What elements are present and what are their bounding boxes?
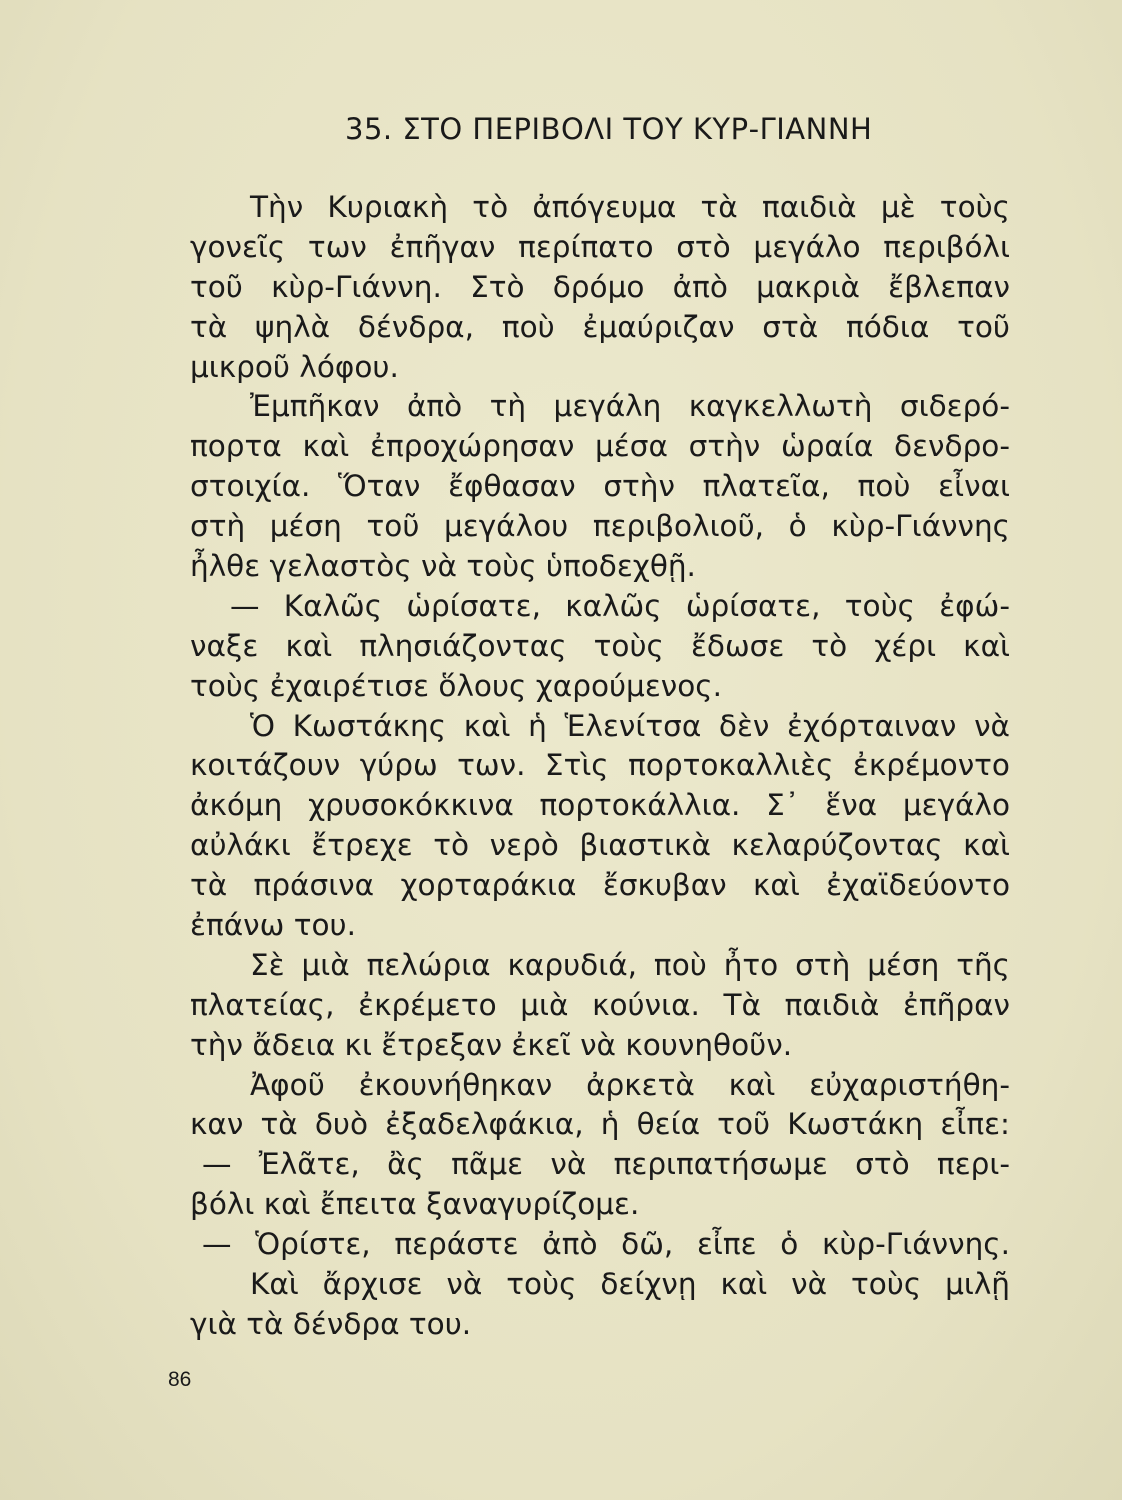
chapter-title: 35. ΣΤΟ ΠΕΡΙΒΟΛΙ ΤΟΥ ΚΥΡ-ΓΙΑΝΝΗ [345, 112, 873, 146]
text-line: Ἀφοῦ ἐκουνήθηκαν ἀρκετὰ καὶ εὐχαριστήθη- [250, 1067, 1010, 1102]
text-line: στοιχία. Ὅταν ἔφθασαν στὴν πλατεῖα, ποὺ εἶναι [190, 469, 1010, 504]
text-line: Καὶ ἄρχισε νὰ τοὺς δείχνῃ καὶ νὰ τοὺς μιλῇ [250, 1267, 1010, 1302]
text-line: ἦλθε γελαστὸς νὰ τοὺς ὑποδεχθῇ. [190, 549, 696, 584]
text-line: Σὲ μιὰ πελώρια καρυδιά, ποὺ ἦτο στὴ μέση τῆς [250, 947, 1010, 982]
text-line: στὴ μέση τοῦ μεγάλου περιβολιοῦ, ὁ κὺρ-Γιάννης [190, 509, 1010, 544]
text-line: γονεῖς των ἐπῆγαν περίπατο στὸ μεγάλο περιβόλι [190, 229, 1010, 264]
text-line: βόλι καὶ ἔπειτα ξαναγυρίζομε. [190, 1187, 640, 1222]
body-text [190, 188, 1010, 1345]
text-line: — Ἐλᾶτε, ἂς πᾶμε νὰ περιπατήσωμε στὸ περι- [202, 1147, 1010, 1182]
text-line: τὰ πράσινα χορταράκια ἔσκυβαν καὶ ἐχαϊδεύοντο [190, 868, 1010, 903]
text-line: τὴν ἄδεια κι ἔτρεξαν ἐκεῖ νὰ κουνηθοῦν. [190, 1027, 793, 1062]
text-line: ἐπάνω του. [190, 908, 356, 943]
text-line: μικροῦ λόφου. [190, 349, 399, 384]
text-line: γιὰ τὰ δένδρα του. [190, 1306, 472, 1341]
page-number: 86 [168, 1368, 192, 1391]
text-line: ἀκόμη χρυσοκόκκινα πορτοκάλλια. Σ᾽ ἕνα μεγάλο [190, 788, 1010, 823]
text-line: καν τὰ δυὸ ἐξαδελφάκια, ἡ θεία τοῦ Κωστάκη εἶπε: [190, 1107, 1010, 1142]
text-line: τοὺς ἐχαιρέτισε ὅλους χαρούμενος. [190, 668, 722, 703]
text-line: — Καλῶς ὡρίσατε, καλῶς ὡρίσατε, τοὺς ἐφώ- [230, 588, 1010, 623]
text-line: τοῦ κὺρ-Γιάννη. Στὸ δρόμο ἀπὸ μακριὰ ἔβλεπαν [190, 269, 1010, 304]
text-line: — Ὁρίστε, περάστε ἀπὸ δῶ, εἶπε ὁ κὺρ-Γιάννης. [202, 1227, 1010, 1262]
text-line: τὰ ψηλὰ δένδρα, ποὺ ἐμαύριζαν στὰ πόδια τοῦ [190, 309, 1010, 344]
text-line: πλατείας, ἐκρέμετο μιὰ κούνια. Τὰ παιδιὰ ἐπῆραν [190, 987, 1010, 1022]
text-line: Ὁ Κωστάκης καὶ ἡ Ἑλενίτσα δὲν ἐχόρταιναν νὰ [250, 708, 1010, 743]
text-line: αὐλάκι ἔτρεχε τὸ νερὸ βιαστικὰ κελαρύζοντας καὶ [190, 828, 1010, 863]
text-line: Ἐμπῆκαν ἀπὸ τὴ μεγάλη καγκελλωτὴ σιδερό- [250, 389, 1010, 424]
text-line: Τὴν Κυριακὴ τὸ ἀπόγευμα τὰ παιδιὰ μὲ τοὺς [250, 190, 1010, 224]
text-line: ναξε καὶ πλησιάζοντας τοὺς ἔδωσε τὸ χέρι καὶ [190, 628, 1010, 663]
text-line: πορτα καὶ ἐπροχώρησαν μέσα στὴν ὡραία δενδρο- [190, 429, 1010, 464]
text-line: κοιτάζουν γύρω των. Στὶς πορτοκαλλιὲς ἐκρέμοντο [190, 748, 1010, 783]
